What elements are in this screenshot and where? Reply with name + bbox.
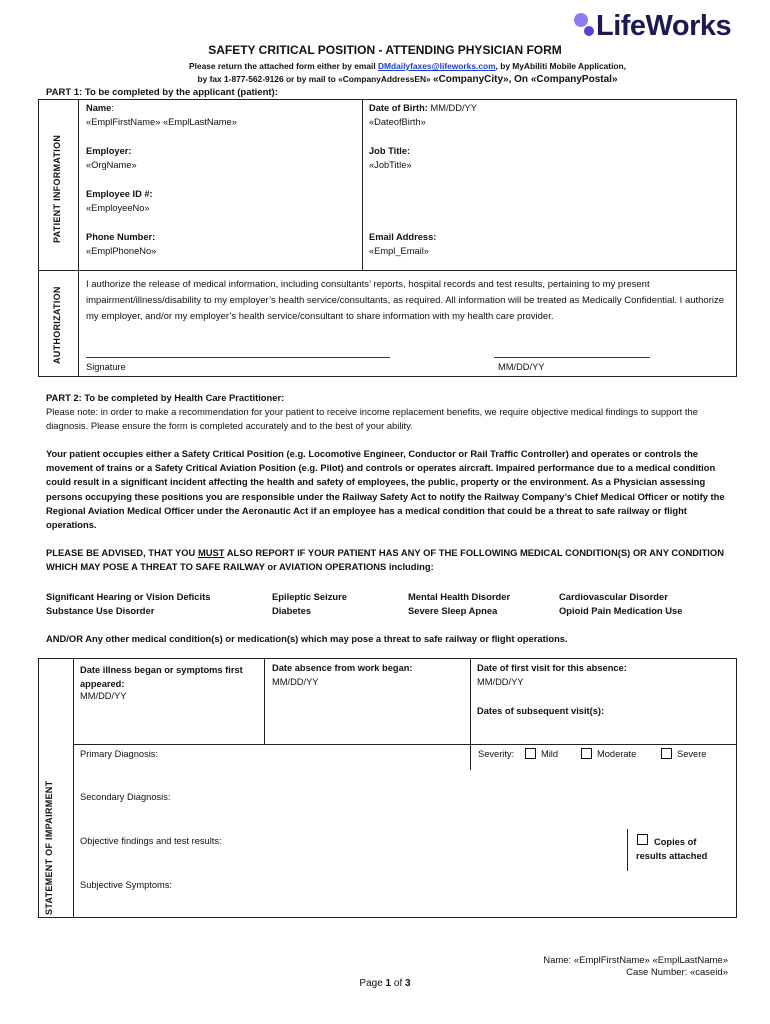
return-city: «CompanyCity», On «CompanyPostal» bbox=[433, 74, 618, 85]
return-suffix: , by MyAbiliti Mobile Application, bbox=[495, 61, 626, 71]
absence-began-label: Date absence from work began: bbox=[272, 663, 413, 673]
subsequent-visits-label: Dates of subsequent visit(s): bbox=[477, 706, 605, 716]
illness-began-value[interactable]: MM/DD/YY bbox=[80, 691, 127, 701]
condition-item: Substance Use Disorder bbox=[46, 605, 155, 616]
impairment-side-divider bbox=[73, 658, 74, 918]
safety-critical-text: Your patient occupies either a Safety Critical Position (e.g. Locomotive Engineer, Conductor or Rail Traffic Controller) and operates or controls the movement of trains or a Safety Critical Aviation Position (e.g. Pilot) and controls or operates aircraft. Impaired performance due to a medical condition could result in a significant incident affecting the health and safety of employees, the public, property or the environment. As a Physician assessing persons occupying these positions you are responsible under the Railway Safety Act to notify the Railway Company’s Chief Medical Officer or notify the Regional Aviation Medical Officer under the Aeronautic Act if an employee has a medical condition that could be a threat to safe railway or flight operations. bbox=[46, 448, 725, 531]
logo-dot-dark bbox=[584, 26, 594, 36]
return-instructions-line2 bbox=[0, 74, 770, 85]
secondary-diagnosis-label[interactable]: Secondary Diagnosis: bbox=[80, 792, 171, 802]
return-prefix: Please return the attached form either by email bbox=[189, 61, 378, 71]
employer-value[interactable]: «OrgName» bbox=[86, 160, 137, 170]
absence-began-value[interactable]: MM/DD/YY bbox=[272, 677, 319, 687]
condition-column-4 bbox=[559, 590, 682, 618]
job-title-label: Job Title: bbox=[369, 146, 411, 156]
logo-wordmark: LifeWorks bbox=[596, 10, 732, 42]
footer-case-number: Case Number: «caseid» bbox=[626, 967, 728, 978]
employee-id-label: Employee ID #: bbox=[86, 189, 153, 199]
part2-note: Please note: in order to make a recommendation for your patient to receive income replacement benefits, we require objective medical findings to support the diagnosis. Please ensure the form is completed accurately and to the best of your ability. bbox=[46, 406, 698, 432]
page-number: Page 1 of 3 bbox=[359, 978, 411, 989]
lifeworks-logo bbox=[572, 10, 758, 44]
condition-item: Cardiovascular Disorder bbox=[559, 591, 668, 602]
signature-line[interactable] bbox=[86, 357, 390, 358]
job-title-value[interactable]: «JobTitle» bbox=[369, 160, 412, 170]
severity-moderate-checkbox[interactable] bbox=[581, 748, 592, 759]
and-or-text: AND/OR Any other medical condition(s) or medication(s) which may pose a threat to safe railway or flight operations. bbox=[46, 633, 568, 644]
condition-item: Opioid Pain Medication Use bbox=[559, 605, 683, 616]
copies-attached-label: Copies of results attached bbox=[636, 837, 708, 861]
part1-column-divider bbox=[362, 99, 363, 270]
copies-divider bbox=[627, 829, 628, 871]
dob-label: Date of Birth: MM/DD/YY bbox=[369, 103, 477, 113]
dob-value[interactable]: «DateofBirth» bbox=[369, 117, 426, 127]
severity-severe-checkbox[interactable] bbox=[661, 748, 672, 759]
severity-divider bbox=[470, 744, 471, 770]
condition-item: Epileptic Seizure bbox=[272, 591, 348, 602]
phone-label: Phone Number: bbox=[86, 232, 156, 242]
part2-heading: PART 2: To be completed by Health Care Practitioner: bbox=[46, 392, 285, 403]
impairment-box bbox=[38, 658, 737, 918]
return-email-link[interactable]: DMdailyfaxes@lifeworks.com bbox=[377, 61, 496, 71]
employee-id-value[interactable]: «EmployeeNo» bbox=[86, 203, 150, 213]
severity-mild-checkbox[interactable] bbox=[525, 748, 536, 759]
severity-severe-label: Severe bbox=[677, 749, 707, 759]
footer-employee-name: Name: «EmplFirstName» «EmplLastName» bbox=[543, 955, 728, 966]
objective-findings-label[interactable]: Objective findings and test results: bbox=[80, 836, 222, 846]
condition-column-3 bbox=[408, 590, 510, 618]
email-value[interactable]: «Empl_Email» bbox=[369, 246, 429, 256]
name-label: Name: bbox=[86, 103, 114, 113]
severity-label: Severity: bbox=[478, 749, 515, 759]
authorization-label: AUTHORIZATION bbox=[52, 286, 62, 364]
name-value[interactable]: «EmplFirstName» «EmplLastName» bbox=[86, 117, 237, 127]
subjective-symptoms-label[interactable]: Subjective Symptoms: bbox=[80, 880, 172, 890]
email-label: Email Address: bbox=[369, 232, 437, 242]
part1-heading: PART 1: To be completed by the applicant (patient): bbox=[46, 87, 278, 98]
first-visit-value[interactable]: MM/DD/YY bbox=[477, 677, 524, 687]
authorization-text: I authorize the release of medical information, including consultants’ reports, hospital records and test results, pertaining to my present impairment/illness/disability to my employer’s health service/consultants, as required. All information will be treated as Medically Confidential. I authorize my employer, and/or my employer’s health service/consultant to share information with my health care provider. bbox=[86, 279, 725, 322]
part1-auth-divider bbox=[38, 270, 737, 271]
statement-of-impairment-label: STATEMENT OF IMPAIRMENT bbox=[44, 780, 54, 915]
phone-value[interactable]: «EmplPhoneNo» bbox=[86, 246, 157, 256]
primary-diagnosis-label[interactable]: Primary Diagnosis: bbox=[80, 749, 159, 759]
condition-item: Mental Health Disorder bbox=[408, 591, 511, 602]
signature-date-line[interactable] bbox=[494, 357, 650, 358]
condition-column-1 bbox=[46, 590, 210, 618]
impairment-row-divider bbox=[73, 744, 737, 745]
signature-date-label: MM/DD/YY bbox=[498, 362, 545, 372]
condition-item: Significant Hearing or Vision Deficits bbox=[46, 591, 211, 602]
severity-moderate-label: Moderate bbox=[597, 749, 637, 759]
impairment-col-divider-1 bbox=[264, 658, 265, 744]
condition-item: Diabetes bbox=[272, 605, 312, 616]
first-visit-label: Date of first visit for this absence: bbox=[477, 663, 627, 673]
severity-mild-label: Mild bbox=[541, 749, 559, 759]
impairment-col-divider-2 bbox=[470, 658, 471, 744]
return-instructions-line1 bbox=[0, 61, 770, 71]
signature-label: Signature bbox=[86, 362, 126, 372]
part1-side-divider bbox=[78, 99, 79, 377]
patient-information-label: PATIENT INFORMATION bbox=[52, 134, 62, 243]
return-fax-mail: by fax 1-877-562-9126 or by mail to «CompanyAddressEN» bbox=[197, 74, 434, 84]
logo-dot-light bbox=[574, 13, 588, 27]
condition-column-2 bbox=[272, 590, 347, 618]
form-title: SAFETY CRITICAL POSITION - ATTENDING PHYSICIAN FORM bbox=[208, 43, 562, 57]
advised-text: PLEASE BE ADVISED, THAT YOU MUST ALSO REPORT IF YOUR PATIENT HAS ANY OF THE FOLLOWING MEDICAL CONDITION(S) OR ANY CONDITION WHICH MAY POSE A THREAT TO SAFE RAILWAY or AVIATION OPERATIONS including: bbox=[46, 547, 724, 573]
illness-began-label: Date illness began or symptoms first appeared: bbox=[80, 665, 243, 689]
condition-item: Severe Sleep Apnea bbox=[408, 605, 498, 616]
employer-label: Employer: bbox=[86, 146, 132, 156]
